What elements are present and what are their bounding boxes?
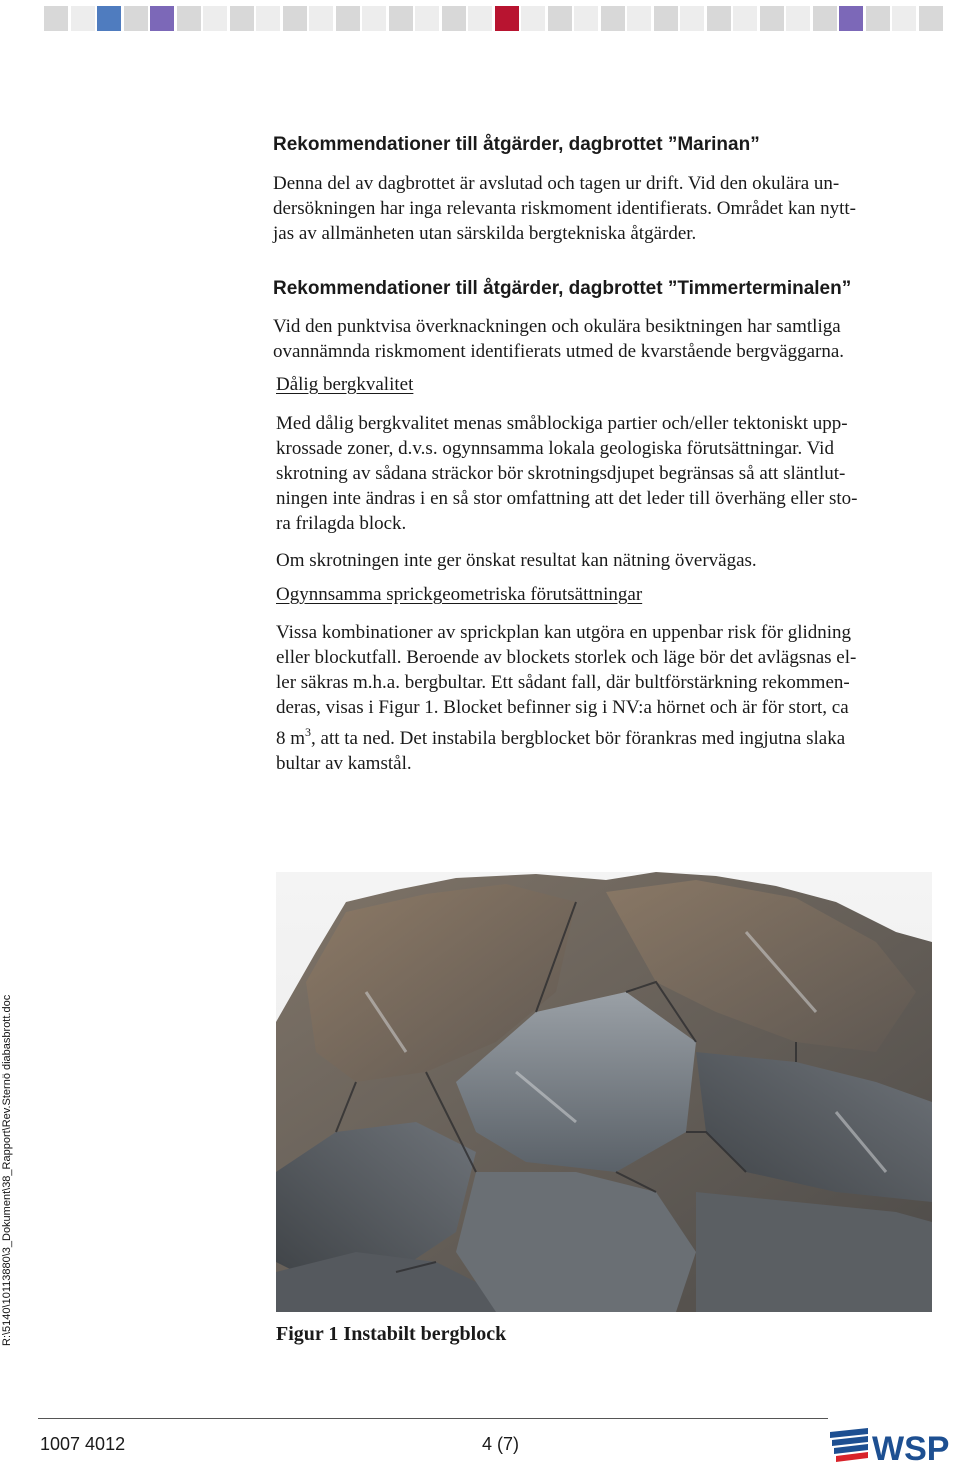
text-line: ra frilagda block. — [276, 513, 407, 534]
text-fragment: 8 m — [276, 728, 306, 749]
file-path: R:\5140\10113880\3_Dokument\38_Rapport\Rev.Sternö diabasbrott.doc — [1, 994, 13, 1346]
decoration-square — [256, 6, 280, 31]
decoration-square — [495, 6, 519, 31]
paragraph-timmerterminalen — [273, 314, 945, 364]
text-line: ningen inte ändras i en så stor omfattning att det leder till överhäng eller sto- — [276, 488, 858, 509]
decoration-square — [707, 6, 731, 31]
subheading-dalig-bergkvalitet: Dålig bergkvalitet — [276, 374, 414, 395]
text-fragment: , att ta ned. Det instabila bergblocket bör förankras med ingjutna slaka — [311, 728, 846, 749]
text-line: Vissa kombinationer av sprickplan kan utgöra en uppenbar risk för glidning — [276, 622, 852, 643]
subheading-ogynnsamma: Ogynnsamma sprickgeometriska förutsättningar — [276, 584, 643, 605]
decoration-square — [283, 6, 307, 31]
decoration-square — [230, 6, 254, 31]
text-line: bultar av kamstål. — [276, 753, 412, 774]
wsp-logo — [828, 1422, 958, 1470]
page-number: 4 (7) — [482, 1434, 520, 1454]
text-line: Med dålig bergkvalitet menas småblockiga partier och/eller tektoniskt upp- — [276, 413, 848, 434]
header-decoration — [0, 0, 960, 34]
decoration-square — [309, 6, 333, 31]
decoration-square — [919, 6, 943, 31]
decoration-square — [203, 6, 227, 31]
decoration-square — [601, 6, 625, 31]
logo-text: WSP — [872, 1430, 950, 1468]
decoration-square — [733, 6, 757, 31]
text-line — [276, 720, 946, 751]
rock-wall-image — [276, 872, 932, 1312]
decoration-square — [124, 6, 148, 31]
text-line: dersökningen har inga relevanta riskmoment identifierats. Området kan nytt- — [273, 198, 857, 219]
decoration-square — [336, 6, 360, 31]
decoration-square — [150, 6, 174, 31]
figure-caption: Figur 1 Instabilt bergblock — [276, 1323, 507, 1345]
text-line: skrotning av sådana sträckor bör skrotningsdjupet begränsas så att släntlut- — [276, 463, 846, 484]
decoration-square — [389, 6, 413, 31]
decoration-square — [627, 6, 651, 31]
document-number: 1007 4012 — [40, 1434, 126, 1454]
paragraph-ogynnsamma — [276, 620, 946, 776]
decoration-square — [813, 6, 837, 31]
paragraph-natning: Om skrotningen inte ger önskat resultat kan nätning övervägas. — [276, 550, 757, 571]
decoration-square — [97, 6, 121, 31]
logo-stripe — [836, 1452, 868, 1462]
decoration-square — [177, 6, 201, 31]
text-line: eller blockutfall. Beroende av blockets storlek och läge bör det avlägsnas el- — [276, 647, 857, 668]
paragraph-dalig-bergkvalitet — [276, 411, 946, 536]
text-line: jas av allmänheten utan särskilda bergtekniska åtgärder. — [273, 223, 697, 244]
text-line: deras, visas i Figur 1. Blocket befinner sig i NV:a hörnet och är för stort, ca — [276, 697, 849, 718]
wsp-logo-icon — [828, 1422, 958, 1470]
decoration-square — [680, 6, 704, 31]
decoration-square — [521, 6, 545, 31]
heading-marinan: Rekommendationer till åtgärder, dagbrottet ”Marinan” — [273, 134, 760, 155]
decoration-square — [468, 6, 492, 31]
paragraph-marinan — [273, 171, 945, 246]
logo-stripe — [830, 1428, 868, 1438]
decoration-square — [415, 6, 439, 31]
decoration-square — [71, 6, 95, 31]
logo-stripe — [834, 1444, 868, 1454]
text-line: ler säkras m.h.a. bergbultar. Ett sådant fall, där bultförstärkning rekommen- — [276, 672, 850, 693]
decoration-square — [442, 6, 466, 31]
decoration-square — [44, 6, 68, 31]
decoration-square — [362, 6, 386, 31]
figure-photo — [276, 872, 932, 1312]
footer-divider — [38, 1418, 828, 1419]
logo-stripe — [832, 1436, 868, 1446]
decoration-square — [654, 6, 678, 31]
text-line: Denna del av dagbrottet är avslutad och tagen ur drift. Vid den okulära un- — [273, 173, 840, 194]
superscript: 3 — [305, 725, 312, 739]
text-line: krossade zoner, d.v.s. ogynnsamma lokala geologiska förutsättningar. Vid — [276, 438, 834, 459]
text-line: Vid den punktvisa överknackningen och okulära besiktningen har samtliga — [273, 316, 841, 337]
decoration-square — [760, 6, 784, 31]
decoration-square — [839, 6, 863, 31]
decoration-square — [892, 6, 916, 31]
heading-timmerterminalen: Rekommendationer till åtgärder, dagbrottet ”Timmerterminalen” — [273, 278, 852, 299]
decoration-square — [786, 6, 810, 31]
decoration-square — [548, 6, 572, 31]
decoration-square — [866, 6, 890, 31]
decoration-square — [574, 6, 598, 31]
text-line: ovannämnda riskmoment identifierats utmed de kvarstående bergväggarna. — [273, 341, 845, 362]
